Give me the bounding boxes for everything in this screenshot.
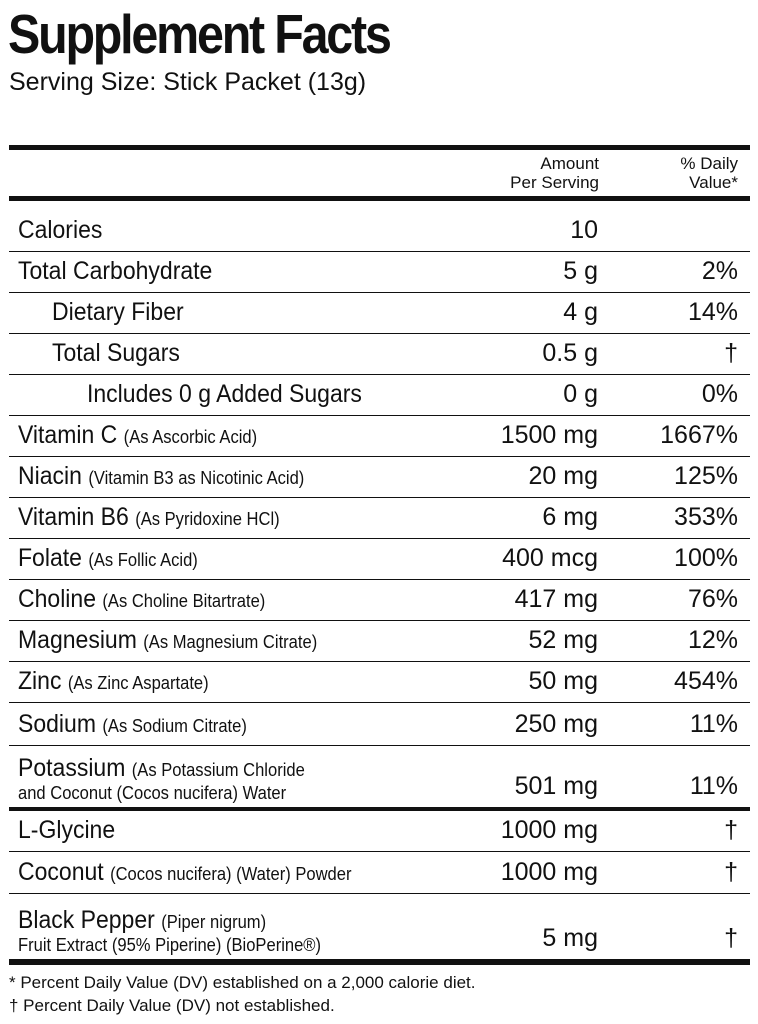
nutrient-row-folate (9, 539, 750, 580)
nutrient-row-total-carbohydrate (9, 252, 750, 293)
nutrient-detail: (As Zinc Aspartate) (67, 673, 209, 693)
nutrient-row-total-sugars (9, 334, 750, 375)
nutrient-amount: 20 mg (528, 462, 598, 490)
nutrient-row-l-glycine (9, 811, 750, 852)
nutrient-detail-line2: and Coconut (Cocos nucifera) Water (18, 783, 287, 803)
nutrient-amount: 417 mg (514, 585, 598, 613)
nutrient-row-magnesium (9, 621, 750, 662)
dv-header-line1: % Daily (680, 154, 738, 173)
nutrient-dv: 454% (674, 667, 738, 695)
nutrient-amount: 501 mg (514, 772, 598, 800)
nutrient-dv: † (724, 924, 738, 952)
nutrient-detail-line2: Fruit Extract (95% Piperine) (BioPerine®) (18, 935, 322, 955)
nutrient-detail: (As Choline Bitartrate) (102, 591, 266, 611)
nutrient-amount: 50 mg (528, 667, 598, 695)
daily-value-header (640, 154, 738, 192)
nutrient-amount: 52 mg (528, 626, 598, 654)
nutrient-detail: (Vitamin B3 as Nicotinic Acid) (88, 468, 305, 488)
nutrient-amount: 250 mg (514, 710, 598, 738)
nutrient-amount: 0 g (563, 380, 598, 408)
nutrient-amount: 6 mg (542, 503, 598, 531)
nutrient-row-zinc (9, 662, 750, 703)
nutrient-row-dietary-fiber (9, 293, 750, 334)
top-rule (9, 145, 750, 150)
nutrient-row-niacin (9, 457, 750, 498)
nutrient-detail: (As Follic Acid) (88, 550, 198, 570)
nutrient-row-vitamin-b6 (9, 498, 750, 539)
nutrient-dv: 100% (674, 544, 738, 572)
nutrient-row-coconut (9, 852, 750, 894)
nutrient-name: Dietary Fiber (52, 298, 184, 326)
nutrient-dv: 76% (687, 585, 738, 613)
nutrient-detail: (As Potassium Chloride (131, 760, 305, 780)
nutrient-row-vitamin-c (9, 416, 750, 457)
amount-header-line1: Amount (540, 154, 599, 173)
nutrient-dv: 1667% (660, 421, 738, 449)
nutrient-amount: 1500 mg (500, 421, 598, 449)
bottom-rule (9, 959, 750, 965)
nutrient-name: Black Pepper (Piper nigrum) Fruit Extract (95% Piperine) (BioPerine®) (18, 906, 322, 955)
nutrient-name: Total Carbohydrate (18, 257, 213, 285)
nutrient-name: Total Sugars (52, 339, 180, 367)
footnote-not-established: † Percent Daily Value (DV) not established. (9, 996, 335, 1015)
dv-header-line2: Value* (689, 173, 738, 192)
nutrient-name: Coconut (Cocos nucifera) (Water) Powder (18, 858, 352, 886)
nutrient-detail: (Piper nigrum) (161, 912, 267, 932)
nutrient-amount: 10 (570, 216, 598, 244)
nutrient-detail: (As Ascorbic Acid) (123, 427, 258, 447)
amount-header (480, 154, 599, 192)
nutrient-dv: † (724, 858, 738, 886)
amount-header-line2: Per Serving (510, 173, 599, 192)
nutrient-detail: (As Sodium Citrate) (102, 716, 247, 736)
nutrient-name: Magnesium (As Magnesium Citrate) (18, 626, 318, 654)
serving-size: Serving Size: Stick Packet (13g) (9, 68, 367, 96)
nutrient-row-choline (9, 580, 750, 621)
nutrient-detail: (As Magnesium Citrate) (143, 632, 318, 652)
nutrient-amount: 1000 mg (500, 816, 598, 844)
nutrient-dv: 14% (687, 298, 738, 326)
nutrient-detail: (As Pyridoxine HCl) (135, 509, 280, 529)
nutrient-name: Choline (As Choline Bitartrate) (18, 585, 266, 613)
nutrient-amount: 0.5 g (542, 339, 598, 367)
nutrient-amount: 5 mg (542, 924, 598, 952)
nutrient-amount: 1000 mg (500, 858, 598, 886)
nutrient-row-potassium (9, 746, 750, 811)
nutrient-row-sodium (9, 703, 750, 746)
nutrient-dv: 125% (674, 462, 738, 490)
nutrient-dv: † (724, 339, 738, 367)
nutrient-dv: 0% (701, 380, 738, 408)
nutrient-amount: 400 mcg (502, 544, 598, 572)
nutrient-amount: 4 g (563, 298, 598, 326)
nutrient-dv: † (724, 816, 738, 844)
nutrient-dv: 11% (689, 710, 738, 738)
nutrient-detail: (Cocos nucifera) (Water) Powder (110, 864, 352, 884)
nutrient-row-black-pepper (9, 894, 750, 959)
nutrient-name: Niacin (Vitamin B3 as Nicotinic Acid) (18, 462, 305, 490)
nutrient-dv: 12% (687, 626, 738, 654)
nutrient-name: Potassium (As Potassium Chloride and Coconut (Cocos nucifera) Water (18, 754, 305, 803)
nutrient-name: Zinc (As Zinc Aspartate) (18, 667, 209, 695)
nutrient-name: Includes 0 g Added Sugars (87, 380, 362, 408)
nutrient-amount: 5 g (563, 257, 598, 285)
nutrient-name: Vitamin C (As Ascorbic Acid) (18, 421, 258, 449)
nutrient-name: Calories (18, 216, 103, 244)
nutrient-dv: 353% (674, 503, 738, 531)
nutrient-name: Vitamin B6 (As Pyridoxine HCl) (18, 503, 280, 531)
nutrient-dv: 2% (701, 257, 738, 285)
panel-title: Supplement Facts (8, 3, 390, 65)
footnote-daily-value: * Percent Daily Value (DV) established on a 2,000 calorie diet. (9, 973, 476, 992)
nutrient-name: Sodium (As Sodium Citrate) (18, 710, 247, 738)
nutrient-name: Folate (As Follic Acid) (18, 544, 198, 572)
nutrient-row-added-sugars (9, 375, 750, 416)
nutrient-name: L-Glycine (18, 816, 116, 844)
nutrient-dv: 11% (689, 772, 738, 800)
nutrient-row-calories (9, 201, 750, 252)
